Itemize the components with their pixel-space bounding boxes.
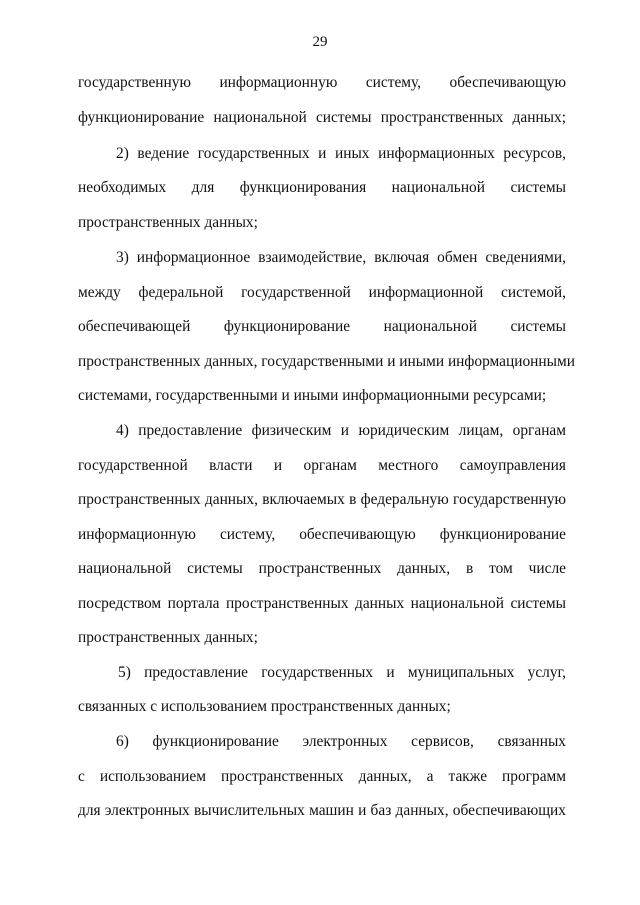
text-line: между федеральной государственной информационной системой, [78, 284, 566, 301]
text-line: государственную информационную систему, обеспечивающую [78, 74, 566, 91]
text-line: национальной системы пространственных данных, в том числе [78, 560, 566, 577]
text-line: пространственных данных; [78, 629, 258, 646]
text-line: пространственных данных, государственными и иными информационными [78, 353, 575, 370]
text-line: функционирование национальной системы пространственных данных; [78, 109, 566, 126]
text-line: государственной власти и органам местного самоуправления [78, 457, 566, 474]
text-line: информационную систему, обеспечивающую функционирование [78, 526, 566, 543]
text-line: для электронных вычислительных машин и баз данных, обеспечивающих [78, 802, 566, 819]
text-line: системами, государственными и иными информационными ресурсами; [78, 387, 547, 404]
text-line: с использованием пространственных данных, а также программ [78, 768, 566, 785]
text-line: 4) предоставление физическим и юридическим лицам, органам [116, 422, 566, 439]
text-line: 6) функционирование электронных сервисов, связанных [116, 733, 566, 750]
text-line: обеспечивающей функционирование национальной системы [78, 318, 566, 335]
text-line: пространственных данных, включаемых в федеральную государственную [78, 491, 566, 508]
text-line: 2) ведение государственных и иных информационных ресурсов, [116, 145, 566, 162]
text-line: пространственных данных; [78, 214, 258, 231]
text-line: необходимых для функционирования национальной системы [78, 179, 566, 196]
text-line: связанных с использованием пространственных данных; [78, 698, 451, 715]
text-line: 3) информационное взаимодействие, включая обмен сведениями, [116, 249, 566, 266]
text-line: 5) предоставление государственных и муниципальных услуг, [118, 664, 566, 681]
page-number: 29 [312, 34, 328, 50]
text-line: посредством портала пространственных данных национальной системы [78, 595, 566, 612]
